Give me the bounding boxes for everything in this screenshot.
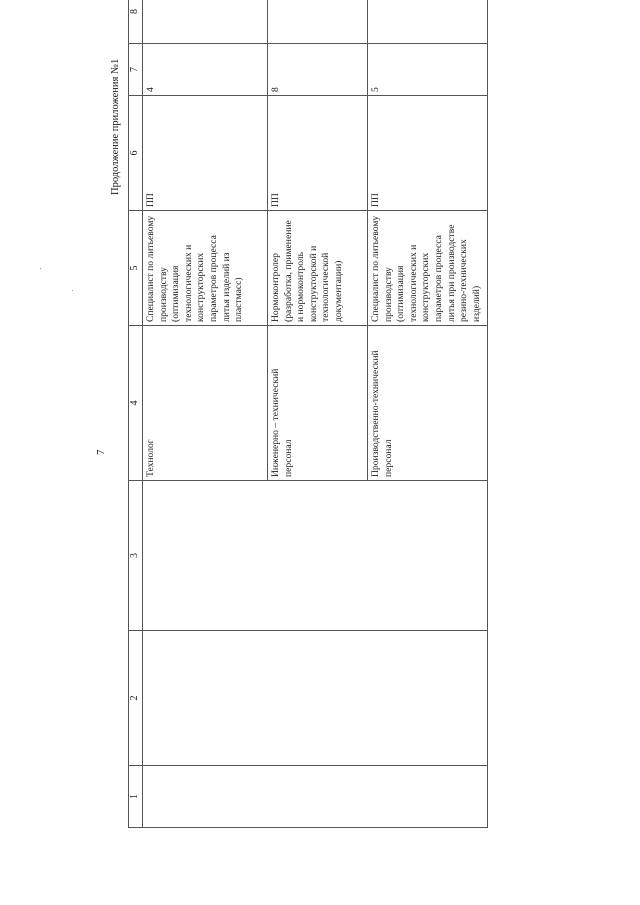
table-row <box>268 0 368 828</box>
scan-speck <box>40 268 41 269</box>
cell-2 <box>143 631 268 766</box>
cell-specialist: Нормоконтролер (разработка, применение и нормоконтроль конструкторской и технологической документации) <box>268 211 368 326</box>
cell-1 <box>368 766 488 828</box>
col-header-1: 1 <box>129 766 143 828</box>
cell-type: ПП <box>268 96 368 211</box>
cell-count: 4 <box>143 44 268 96</box>
cell-role: Инженерно – технический персонал <box>268 326 368 481</box>
cell-3 <box>268 481 368 631</box>
cell-note <box>368 0 488 44</box>
continuation-heading: Продолжение приложения №1 <box>110 58 121 195</box>
appendix-table <box>128 0 488 828</box>
table-row <box>368 0 488 828</box>
column-number-row <box>129 0 143 828</box>
cell-type: ПП <box>143 96 268 211</box>
cell-3 <box>143 481 268 631</box>
cell-2 <box>368 631 488 766</box>
cell-specialist: Специалист по литьевому производству (оптимизация технологических и конструкторских параметров процесса литья изделий из пластмасс) <box>143 211 268 326</box>
col-header-8: 8 <box>129 0 143 44</box>
cell-note <box>143 0 268 44</box>
cell-role: Технолог <box>143 326 268 481</box>
cell-1 <box>268 766 368 828</box>
cell-type: ПП <box>368 96 488 211</box>
cell-note <box>268 0 368 44</box>
col-header-7: 7 <box>129 44 143 96</box>
page-number: 7 <box>95 449 107 455</box>
cell-1 <box>143 766 268 828</box>
col-header-5: 5 <box>129 211 143 326</box>
cell-3 <box>368 481 488 631</box>
scan-speck <box>72 290 73 291</box>
col-header-2: 2 <box>129 631 143 766</box>
cell-role: Производственно-технический персонал <box>368 326 488 481</box>
cell-count: 5 <box>368 44 488 96</box>
cell-specialist: Специалист по литьевому производству (оптимизация технологических и конструкторских параметров процесса литья при производстве резино-технических изделий) <box>368 211 488 326</box>
cell-count: 8 <box>268 44 368 96</box>
col-header-4: 4 <box>129 326 143 481</box>
col-header-6: 6 <box>129 96 143 211</box>
table-row <box>143 0 268 828</box>
cell-2 <box>268 631 368 766</box>
col-header-3: 3 <box>129 481 143 631</box>
